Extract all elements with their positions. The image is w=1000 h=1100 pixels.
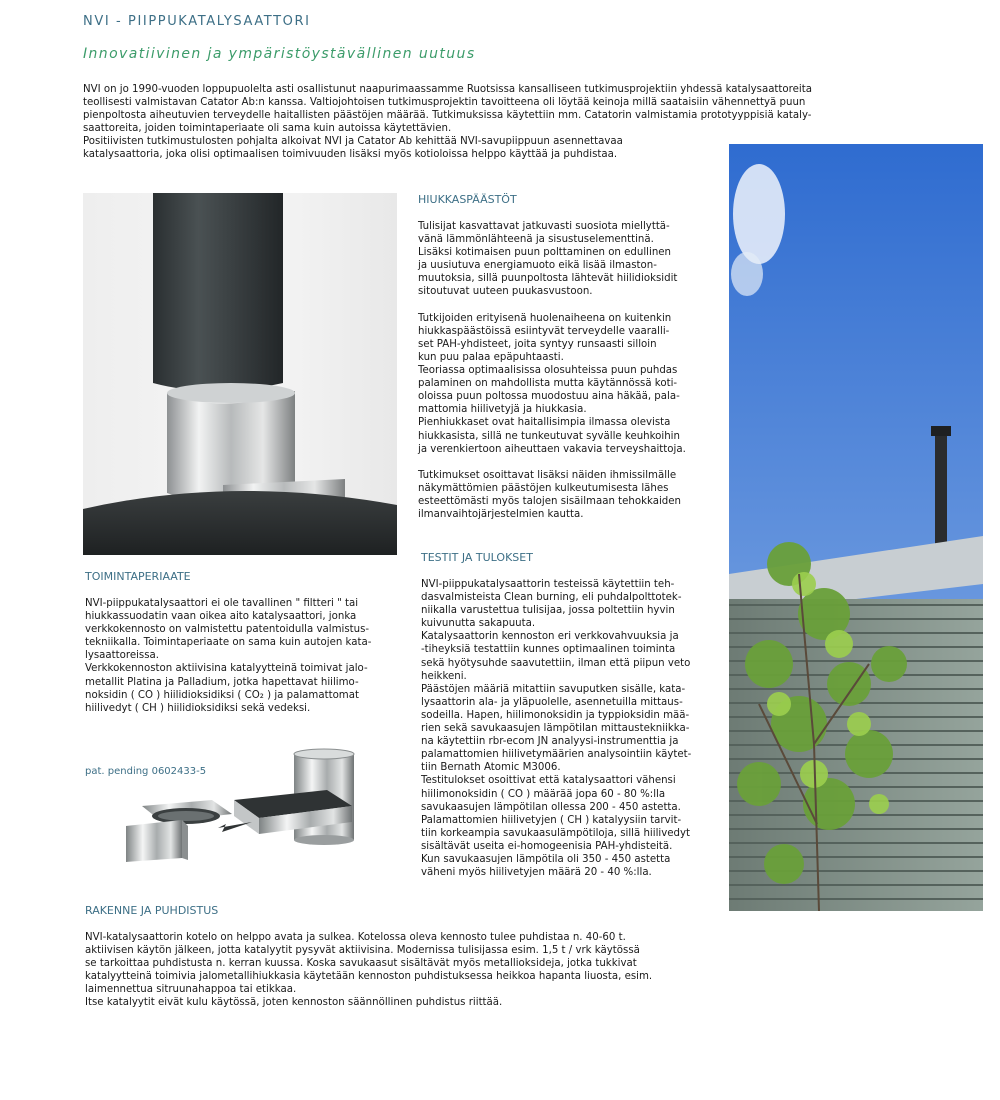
text-line: ilmanvaihtojärjestelmien kautta. xyxy=(418,509,584,521)
text-line: mattomia hiilivetyjä ja hiukkasia. xyxy=(418,404,587,416)
testit-text xyxy=(421,578,691,879)
rakenne-text xyxy=(85,931,652,1010)
text-line: Palamattomien hiilivetyjen ( CH ) katalyysiin tarvit- xyxy=(421,814,682,826)
toimintaperiaate-text xyxy=(85,597,371,715)
text-line: muutoksia, sillä puunpoltosta lähtevät hiilidioksidit xyxy=(418,273,678,285)
text-line xyxy=(418,299,686,312)
text-line: sodeilla. Hapen, hiilimonoksidin ja typpioksidin mää- xyxy=(421,709,690,721)
text-line: verkkokennosto on valmistettu patentoidulla valmistus- xyxy=(85,624,370,636)
text-line: palaminen on mahdollista mutta käytännössä koti- xyxy=(418,378,678,390)
text-line: Kun savukaasujen lämpötila oli 350 - 450 astetta xyxy=(421,853,671,865)
text-line: -tiheyksiä testattiin kunnes optimaalinen toiminta xyxy=(421,644,676,656)
text-line: tiin Bernath Atomic M3006. xyxy=(421,762,561,774)
text-line: väheni myös hiilivetyjen määrä 20 - 40 %:lla. xyxy=(421,867,652,879)
text-line: aktiivisen käytön jälkeen, jotta katalyytit pysyvät aktiivisina. Modernissa tulisijassa esim. 1,5 t / vrk käytössä xyxy=(85,945,640,957)
text-line: Verkkokennoston aktiivisina katalyytteinä toimivat jalo- xyxy=(85,663,368,675)
text-line: na käytettiin rbr-ecom JN analyysi-instrumenttia ja xyxy=(421,736,679,748)
text-line: savukaasujen lämpötilan ollessa 200 - 450 astetta. xyxy=(421,801,681,813)
text-line: Tulisijat kasvattavat jatkuvasti suosiota miellyttä- xyxy=(418,221,670,232)
text-line: hiukkassuodatin vaan oikea aito katalysaattori, jonka xyxy=(85,611,357,623)
text-line: tiin korkeampia savukaasulämpötiloja, sillä hiilivedyt xyxy=(421,827,691,839)
chimney-catalyst-image xyxy=(83,193,397,555)
text-line: ja uusiutuva energiamuoto eikä lisää ilmaston- xyxy=(418,260,657,272)
text-line: Testitulokset osoittivat että katalysaattori vähensi xyxy=(421,775,676,787)
intro-line: saattoreita, joiden toimintaperiaate oli sama kuin autoissa käytettävien. xyxy=(83,123,452,135)
text-line: Katalysaattorin kennoston eri verkkovahvuuksia ja xyxy=(421,631,679,643)
text-line: Lisäksi kotimaisen puun polttaminen on edullinen xyxy=(418,247,671,259)
text-line: lysaattoreissa. xyxy=(85,650,160,662)
hiukkaspaastot-text xyxy=(418,220,686,521)
patent-pending-text: pat. pending 0602433-5 xyxy=(85,766,207,777)
text-line: Tutkijoiden erityisenä huolenaiheena on kuitenkin xyxy=(418,312,672,324)
intro-line: teollisesti valmistavan Catator Ab:n kanssa. Valtiojohtoisen tutkimusprojektin tavoitteena oli löytää keinoja millä saataisiin vähennettyä puun xyxy=(83,97,806,109)
intro-text xyxy=(83,83,812,162)
text-line: Teoriassa optimaalisissa olosuhteissa puun puhdas xyxy=(418,365,678,377)
text-line: sisältävät useita ei-homogeenisia PAH-yhdisteitä. xyxy=(421,840,673,852)
text-line: niikalla varustettua tulisijaa, jossa poltettiin hyvin xyxy=(421,605,675,617)
house-chimney-photo xyxy=(729,144,983,911)
text-line: metallit Platina ja Palladium, jotka hapettavat hiilimo- xyxy=(85,676,359,688)
text-line xyxy=(418,456,686,469)
text-line: sitoutuvat uuteen puukasvustoon. xyxy=(418,286,593,298)
text-line: Tutkimukset osoittavat lisäksi näiden ihmissilmälle xyxy=(418,469,677,481)
toimintaperiaate-heading: TOIMINTAPERIAATE xyxy=(85,570,191,583)
intro-line: pienpoltosta aiheutuvien terveydelle haitallisten päästöjen määrää. Tutkimuksissa käytettiin mm. Catatorin valmistamia prototyyppisiä kataly- xyxy=(83,110,812,122)
text-line: NVI-katalysaattorin kotelo on helppo avata ja sulkea. Kotelossa oleva kennosto tulee puhdistaa n. 40-60 t. xyxy=(85,932,626,943)
text-line: rien sekä savukaasujen lämpötilan mittaustekniikka- xyxy=(421,723,690,735)
page-subtitle: Innovatiivinen ja ympäristöystävällinen uutuus xyxy=(83,46,476,62)
text-line: Itse katalyytit eivät kulu käytössä, joten kennoston säännöllinen puhdistus riittää. xyxy=(85,997,503,1009)
text-line: set PAH-yhdisteet, joita syntyy runsaasti silloin xyxy=(418,338,657,350)
text-line: Pienhiukkaset ovat haitallisimpia ilmassa olevista xyxy=(418,417,671,429)
text-line: esteettömästi myös talojen sisäilmaan tehokkaiden xyxy=(418,495,681,507)
text-line: kuivunutta sakapuuta. xyxy=(421,618,536,630)
text-line: ja verenkiertoon aiheuttaen vakavia terveyshaittoja. xyxy=(418,443,686,455)
hiukkaspaastot-heading: HIUKKASPÄÄSTÖT xyxy=(418,193,517,206)
text-line: se tarkoittaa puhdistusta n. kerran kuussa. Koska savukaasut sisältävät myös metallioksideja, jotka tukkivat xyxy=(85,958,637,970)
text-line: NVI-piippukatalysaattori ei ole tavallinen " filtteri " tai xyxy=(85,598,359,609)
catalyst-exploded-illustration xyxy=(122,748,362,868)
text-line: Päästöjen määriä mitattiin savuputken sisälle, kata- xyxy=(421,683,686,695)
catalyst-parts-image xyxy=(122,748,362,868)
text-line: noksidin ( CO ) hiilidioksidiksi ( CO₂ ) ja palamattomat xyxy=(85,689,359,701)
intro-line: NVI on jo 1990-vuoden loppupuolelta asti osallistunut naapurimaassamme Ruotsissa kansalliseen tutkimusprojektiin yhdessä katalysaattoreita xyxy=(83,84,812,95)
text-line: hiukkasista, sillä ne tunkeutuvat syvälle keuhkoihin xyxy=(418,430,680,442)
testit-heading: TESTIT JA TULOKSET xyxy=(421,551,533,564)
text-line: dasvalmisteista Clean burning, eli puhdalpolttotek- xyxy=(421,592,682,604)
text-line: oloissa puun poltossa muodostuu aina häkää, pala- xyxy=(418,391,680,403)
house-chimney-image xyxy=(729,144,983,911)
text-line: NVI-piippukatalysaattorin testeissä käytettiin teh- xyxy=(421,579,675,590)
text-line: palamattomien hiilivetymäärien analysointiin käytet- xyxy=(421,749,692,761)
text-line: katalyytteinä toimivia jalometallihiukkasia käytetään kennoston puhdistuksessa heikkoa hapanta liuosta, esim. xyxy=(85,971,653,983)
text-line: kun puu palaa epäpuhtaasti. xyxy=(418,351,564,363)
text-line: tekniikalla. Toimintaperiaate on sama kuin autojen kata- xyxy=(85,637,372,649)
text-line: vänä lämmönlähteenä ja sisustuselementtinä. xyxy=(418,234,654,246)
text-line: hiilimonoksidin ( CO ) määrää jopa 60 - 80 %:lla xyxy=(421,788,666,800)
intro-line: Positiivisten tutkimustulosten pohjalta alkoivat NVI ja Catator Ab kehittää NVI-savupiippuun asennettavaa xyxy=(83,136,623,148)
text-line: sekä hyötysuhde saavutettiin, ilman että piipun veto xyxy=(421,657,691,669)
text-line: hiukkaspäästöissä esiintyvät terveydelle vaaralli- xyxy=(418,325,670,337)
text-line: lysaattorin ala- ja yläpuolelle, asennetuilla mittaus- xyxy=(421,696,683,708)
text-line: näkymättömien päästöjen kulkeutumisesta lähes xyxy=(418,482,669,494)
rakenne-heading: RAKENNE JA PUHDISTUS xyxy=(85,904,219,917)
text-line: heikkeni. xyxy=(421,670,467,682)
text-line: laimennettua sitruunahappoa tai etikkaa. xyxy=(85,984,297,996)
chimney-catalyst-photo xyxy=(83,193,397,555)
page-title: NVI - PIIPPUKATALYSAATTORI xyxy=(83,14,311,29)
text-line: hiilivedyt ( CH ) hiilidioksidiksi sekä vedeksi. xyxy=(85,702,311,714)
intro-line: katalysaattoria, joka olisi optimaalisen toimivuuden lisäksi myös kotioloissa helppo käyttää ja puhdistaa. xyxy=(83,149,618,161)
